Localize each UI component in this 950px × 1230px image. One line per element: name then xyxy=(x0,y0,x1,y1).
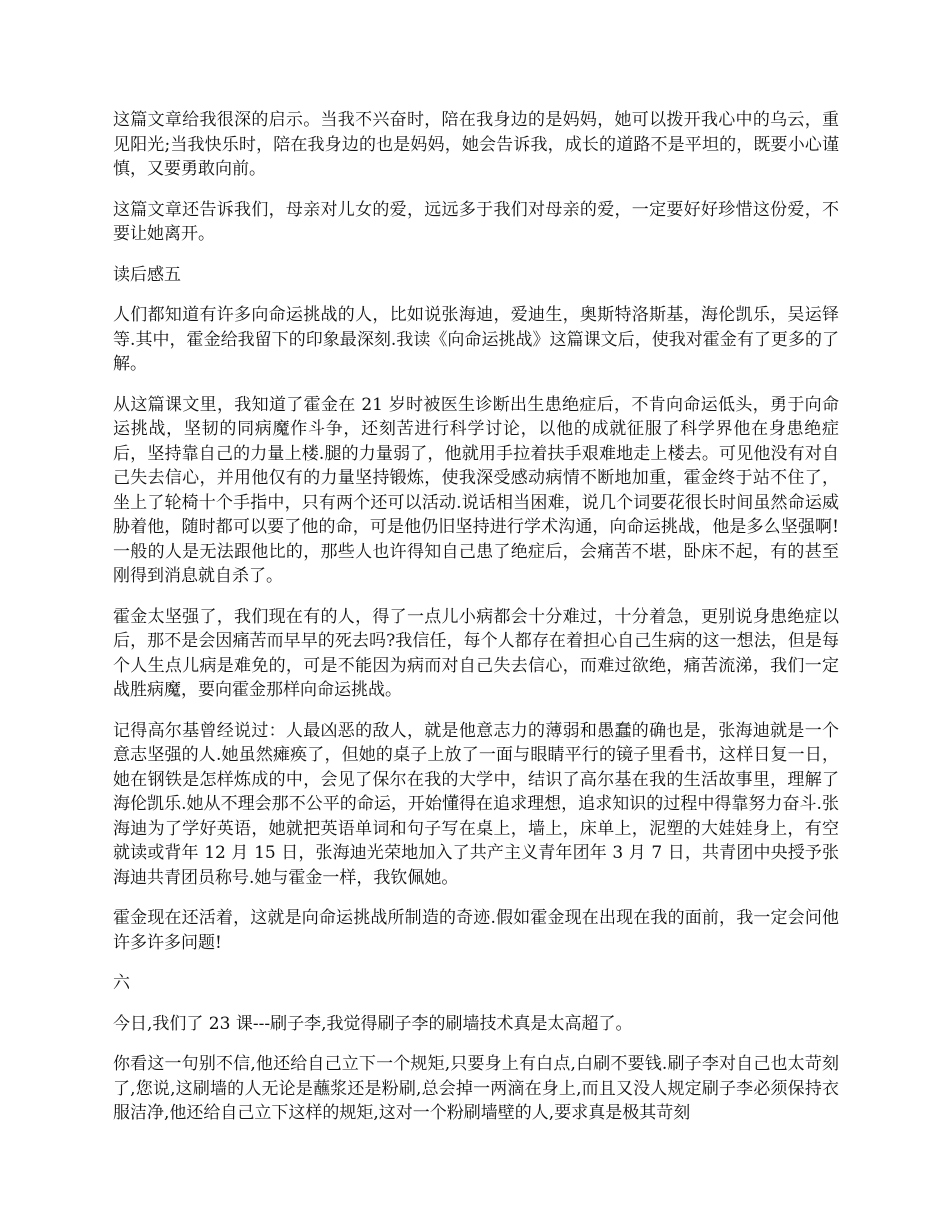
paragraph-8: 霍金现在还活着，这就是向命运挑战所制造的奇迹.假如霍金现在出现在我的面前，我一定会问他许多许多问题! xyxy=(113,908,839,953)
paragraph-2: 这篇文章还告诉我们，母亲对儿女的爱，远远多于我们对母亲的爱，一定要好好珍惜这份爱，不要让她离开。 xyxy=(113,199,839,244)
document-page xyxy=(113,108,839,1142)
paragraph-4: 人们都知道有许多向命运挑战的人，比如说张海迪，爱迪生，奥斯特洛斯基，海伦凯乐，吴运铎等.其中，霍金给我留下的印象最深刻.我读《向命运挑战》这篇课文后，使我对霍金有了更多的了解。 xyxy=(113,305,839,374)
paragraph-6: 霍金太坚强了，我们现在有的人，得了一点儿小病都会十分难过，十分着急，更别说身患绝症以后，那不是会因痛苦而早早的死去吗?我信任，每个人都存在着担心自己生病的这一想法，但是每个人生点儿病是难免的，可是不能因为病而对自己失去信心，而难过欲绝，痛苦流涕，我们一定战胜病魔，要向霍金那样向命运挑战。 xyxy=(113,606,839,700)
paragraph-7: 记得高尔基曾经说过：人最凶恶的敌人，就是他意志力的薄弱和愚蠢的确也是，张海迪就是一个意志坚强的人.她虽然瘫痪了，但她的桌子上放了一面与眼睛平行的镜子里看书，这样日复一日，她在钢铁是怎样炼成的中，会见了保尔在我的大学中，结识了高尔基在我的生活故事里，理解了海伦凯乐.她从不理会那不公平的命运，开始懂得在追求理想，追求知识的过程中得靠努力奋斗.张海迪为了学好英语，她就把英语单词和句子写在桌上，墙上，床单上，泥塑的大娃娃身上，有空就读或背年 12 月 15 日，张海迪光荣地加入了共产主义青年团年 3 月 7 日，共青团中央授予张海迪共青团员称号.她与霍金一样，我钦佩她。 xyxy=(113,720,839,888)
paragraph-10: 今日,我们了 23 课---刷子李,我觉得刷子李的刷墙技术真是太高超了。 xyxy=(113,1013,633,1034)
paragraph-5: 从这篇课文里，我知道了霍金在 21 岁时被医生诊断出生患绝症后，不肯向命运低头，勇于向命运挑战，坚韧的同病魔作斗争，还刻苦进行科学讨论，以他的成就征服了科学界他在身患绝症后，坚持靠自己的力量上楼.腿的力量弱了，他就用手拉着扶手艰难地走上楼去。可见他没有对自己失去信心，并用他仅有的力量坚持锻炼，使我深受感动病情不断地加重，霍金终于站不住了，坐上了轮椅十个手指中，只有两个还可以活动.说话相当困难，说几个词要花很长时间虽然命运威胁着他，随时都可以要了他的命，可是他仍旧坚持进行学术沟通，向命运挑战，他是多么坚强啊!一般的人是无法跟他比的，那些人也许得知自己患了绝症后，会痛苦不堪，卧床不起，有的甚至刚得到消息就自杀了。 xyxy=(113,394,839,586)
paragraph-1: 这篇文章给我很深的启示。当我不兴奋时，陪在我身边的是妈妈，她可以拨开我心中的乌云，重见阳光;当我快乐时，陪在我身边的也是妈妈，她会告诉我，成长的道路不是平坦的，既要小心谨慎，又要勇敢向前。 xyxy=(113,110,839,179)
section-heading-six: 六 xyxy=(113,973,130,993)
paragraph-11: 你看这一句别不信,他还给自己立下一个规矩,只要身上有白点,白刷不要钱.刷子李对自己也太苛刻了,您说,这刷墙的人无论是蘸浆还是粉刷,总会掉一两滴在身上,而且又没人规定刷子李必须保持衣服洁净,他还给自己立下这样的规矩,这对一个粉刷墙壁的人,要求真是极其苛刻 xyxy=(113,1054,839,1123)
section-heading-five: 读后感五 xyxy=(113,264,181,285)
